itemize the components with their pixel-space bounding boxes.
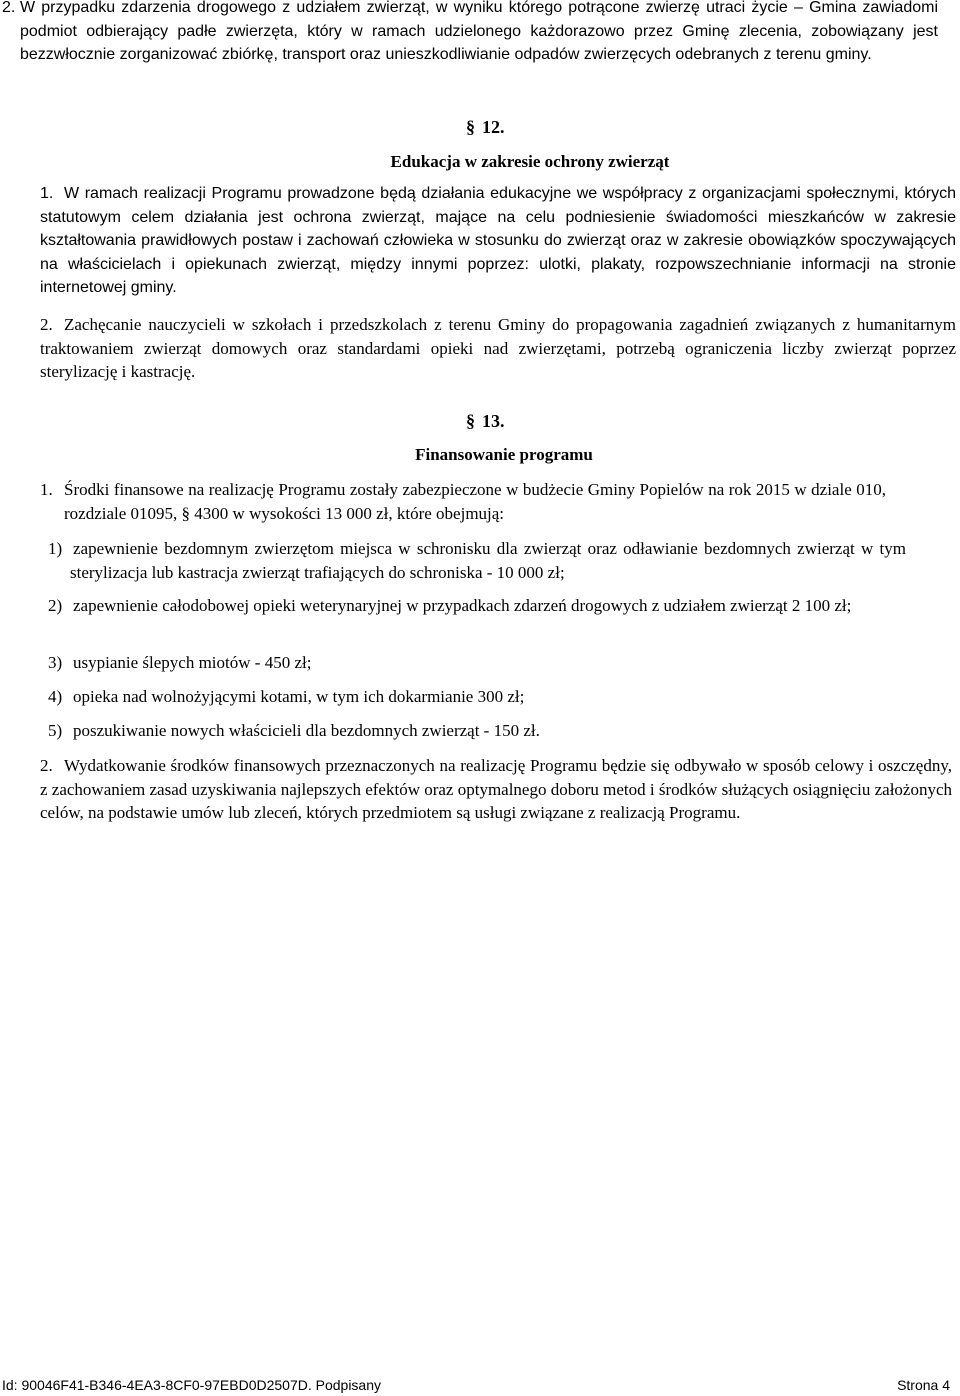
section-symbol: § <box>466 117 475 137</box>
list-item-text: zapewnienie bezdomnym zwierzętom miejsca w schronisku dla zwierząt oraz odławianie bezdomnych zwierząt w tym sterylizacja lub kastracja zwierząt trafiających do schroniska - 10 000 zł; <box>70 539 906 582</box>
section-title: Edukacja w zakresie ochrony zwierząt <box>390 152 670 171</box>
paragraph-text-part: 4300 w wysokości 13 000 zł, które obejmują: <box>194 503 505 523</box>
paragraph-number: 2. <box>40 756 53 775</box>
document-id: Id: 90046F41-B346-4EA3-8CF0-97EBD0D2507D. Podpisany <box>2 1377 382 1393</box>
paragraph-number: 2. <box>40 315 53 334</box>
list-item-text: zapewnienie całodobowej opieki weterynaryjnej w przypadkach zdarzeń drogowych z udziałem zwierząt 2 100 zł; <box>73 596 852 615</box>
section-number: 12. <box>482 117 505 137</box>
section-number: 13. <box>482 411 505 431</box>
list-item <box>70 594 928 618</box>
paragraph-number: 2. <box>2 0 16 16</box>
section-symbol: § <box>466 411 475 431</box>
list-item-text: poszukiwanie nowych właścicieli dla bezdomnych zwierząt - 150 zł. <box>73 721 540 740</box>
section-symbol-inline: § <box>181 503 191 523</box>
paragraph-text <box>64 478 886 525</box>
list-item-text: usypianie ślepych miotów - 450 zł; <box>73 653 312 672</box>
list-item-number: 4) <box>48 687 63 706</box>
paragraph-number: 1. <box>40 480 53 499</box>
section-title: Finansowanie programu <box>415 445 593 464</box>
paragraph-text: W ramach realizacji Programu prowadzone będą działania edukacyjne we współpracy z organizacjami społecznymi, których statutowym celem działania jest ochrona zwierząt, mające na celu podniesienie świadomości mieszkańców w zakresie kształtowania prawidłowych postaw i zachowań człowieka w stosunku do zwierząt oraz w zakresie obowiązków spoczywających na właścicielach i opiekunach zwierząt, między innymi poprzez: ulotki, plakaty, rozpowszechnianie informacji na stronie internetowej gminy. <box>40 185 956 296</box>
list-item-number: 3) <box>48 653 63 672</box>
list-item-number: 1) <box>48 539 63 558</box>
paragraph-text-part: Środki finansowe na realizację Programu zostały zabezpieczone w budżecie Gminy Popielów na rok 2015 w dziale 010, rozdziale 01095, <box>64 480 886 523</box>
paragraph-number: 1. <box>40 185 54 202</box>
list-item-number: 2) <box>48 596 63 615</box>
list-item-number: 5) <box>48 721 63 740</box>
list-item-text: opieka nad wolnożyjącymi kotami, w tym ich dokarmianie 300 zł; <box>73 687 525 706</box>
paragraph-text: W przypadku zdarzenia drogowego z udziałem zwierząt, w wyniku którego potrącone zwierzę utraci życie – Gmina zawiadomi podmiot odbierający padłe zwierzęta, który w ramach udzielonego każdorazowo przez Gminę zlecenia, zobowiązany jest bezzwłocznie zorganizować zbiórkę, transport oraz unieszkodliwianie odpadów zwierzęcych odebranych z terenu gminy. <box>20 0 938 63</box>
paragraph-text: Zachęcanie nauczycieli w szkołach i przedszkolach z terenu Gminy do propagowania zagadnień związanych z humanitarnym traktowaniem zwierząt domowych oraz standardami opieki nad zwierzętami, potrzebą ograniczenia liczby zwierząt poprzez sterylizację i kastrację. <box>40 315 956 381</box>
page-number: Strona 4 <box>897 1377 950 1393</box>
list-item <box>70 537 906 584</box>
paragraph-text: Wydatkowanie środków finansowych przeznaczonych na realizację Programu będzie się odbywało w sposób celowy i oszczędny, z zachowaniem zasad uzyskiwania najlepszych efektów oraz optymalnego doboru metod i środków służących osiągnięciu założonych celów, na podstawie umów lub zleceń, których przedmiotem są usługi związane z realizacją Programu. <box>40 756 953 822</box>
